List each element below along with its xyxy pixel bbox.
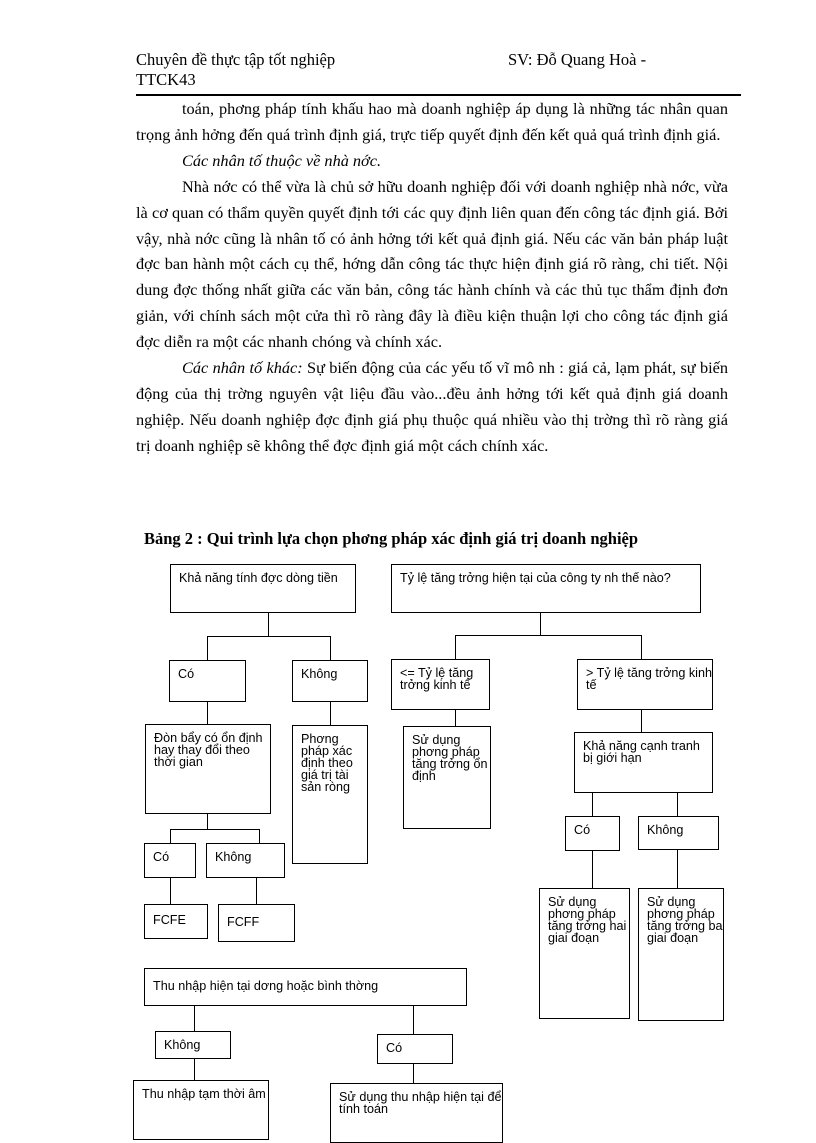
connector bbox=[455, 635, 641, 636]
fcff-box: FCFF bbox=[218, 904, 295, 942]
no-box-left: Không bbox=[292, 660, 368, 702]
connector bbox=[592, 850, 593, 888]
body-text bbox=[136, 96, 728, 459]
temp-negative-income-box: Thu nhập tạm thời âm bbox=[133, 1080, 269, 1140]
connector bbox=[641, 635, 642, 659]
table-caption: Bảng 2 : Qui trình lựa chọn phơng pháp xác định giá trị doanh nghiệp bbox=[144, 529, 639, 548]
connector bbox=[330, 636, 331, 660]
connector bbox=[592, 792, 593, 816]
connector bbox=[194, 1005, 195, 1031]
connector bbox=[413, 1005, 414, 1034]
yes-box-income: Có bbox=[377, 1034, 453, 1064]
connector bbox=[256, 877, 257, 904]
connector bbox=[170, 829, 171, 843]
paragraph-4-title: Các nhân tố khác: bbox=[182, 358, 303, 378]
net-asset-method-box: Phơng pháp xác định theo giá trị tài sản ròng bbox=[292, 725, 368, 864]
yes-box-competition: Có bbox=[565, 816, 620, 851]
connector bbox=[413, 1063, 414, 1083]
connector bbox=[641, 709, 642, 732]
connector bbox=[455, 635, 456, 659]
connector bbox=[677, 792, 678, 816]
no-box-leverage: Không bbox=[206, 843, 285, 878]
yes-box-leverage: Có bbox=[144, 843, 196, 878]
connector bbox=[170, 829, 259, 830]
le-growth-box: <= Tỷ lệ tăng trởng kinh tế bbox=[391, 659, 490, 710]
connector bbox=[207, 701, 208, 724]
connector bbox=[330, 701, 331, 725]
fcfe-box: FCFE bbox=[144, 904, 208, 939]
connector bbox=[207, 813, 208, 829]
leverage-question-box: Đòn bẩy có ổn định hay thay đổi theo thời gian bbox=[145, 724, 271, 814]
connector bbox=[207, 636, 330, 637]
paragraph-2-title: Các nhân tố thuộc về nhà nớc. bbox=[182, 150, 382, 170]
gt-growth-box: > Tỷ lệ tăng trởng kinh tế bbox=[577, 659, 713, 710]
paragraph-1: toán, phơng pháp tính khấu hao mà doanh nghiệp áp dụng là những tác nhân quan trọng ảnh hởng đến quá trình định giá, trực tiếp quyết định đến kết quả quá trình định giá. bbox=[136, 99, 728, 144]
three-stage-method-box: Sử dụng phơng pháp tăng trởng ba giai đoạn bbox=[638, 888, 724, 1021]
no-box-competition: Không bbox=[638, 816, 719, 850]
connector bbox=[268, 612, 269, 636]
growth-question-box: Tỷ lệ tăng trởng hiện tại của công ty nh thế nào? bbox=[391, 564, 701, 613]
connector bbox=[207, 636, 208, 660]
cash-flow-question-box: Khả năng tính đợc dòng tiền bbox=[170, 564, 356, 613]
connector bbox=[455, 709, 456, 726]
stable-growth-method-box: Sử dụng phơng pháp tăng trởng ổn định bbox=[403, 726, 491, 829]
income-question-box: Thu nhập hiện tại dơng hoặc bình thờng bbox=[144, 968, 467, 1006]
paragraph-4 bbox=[136, 355, 728, 459]
header-right: SV: Đỗ Quang Hoà - bbox=[508, 50, 647, 69]
no-box-income: Không bbox=[155, 1031, 231, 1059]
yes-box-left: Có bbox=[169, 660, 246, 702]
connector bbox=[170, 877, 171, 904]
paragraph-3: Nhà nớc có thể vừa là chủ sở hữu doanh nghiệp đối với doanh nghiệp nhà nớc, vừa là cơ quan có thẩm quyền quyết định tới các quy định liên quan đến công tác định giá. Bởi vậy, nhà nớc cũng là nhân tố có ảnh hởng tới kết quả định giá. Nếu các văn bản pháp luật đợc ban hành một cách cụ thể, hớng dẫn công tác thực hiện định giá rõ ràng, chi tiết. Nội dung đợc thống nhất giữa các văn bản, công tác hành chính và các thủ tục thẩm định đơn giản, với chính sách một cửa thì rõ ràng đây là điều kiện thuận lợi cho công tác định giá đợc diễn ra một các nhanh chóng và chính xác. bbox=[136, 176, 728, 352]
connector bbox=[677, 849, 678, 888]
connector bbox=[540, 612, 541, 635]
use-current-income-box: Sử dụng thu nhập hiện tại để tính toán bbox=[330, 1083, 503, 1143]
paragraph-4-text: Sự biến động của các yếu tố vĩ mô nh : giá cả, lạm phát, sự biến động của thị trờng nguyên vật liệu đầu vào...đều ảnh hởng tới kết quả định giá doanh nghiệp. Nếu doanh nghiệp đợc định giá phụ thuộc quá nhiều vào thị trờng thì rõ ràng giá trị doanh nghiệp sẽ không thể đợc định giá một cách chính xác. bbox=[136, 358, 728, 455]
header-left: Chuyên đề thực tập tốt nghiệp TTCK43 bbox=[136, 50, 336, 89]
connector bbox=[259, 829, 260, 843]
connector bbox=[194, 1058, 195, 1080]
competition-question-box: Khả năng cạnh tranh bị giới hạn bbox=[574, 732, 713, 793]
two-stage-method-box: Sử dụng phơng pháp tăng trởng hai giai đoạn bbox=[539, 888, 630, 1019]
